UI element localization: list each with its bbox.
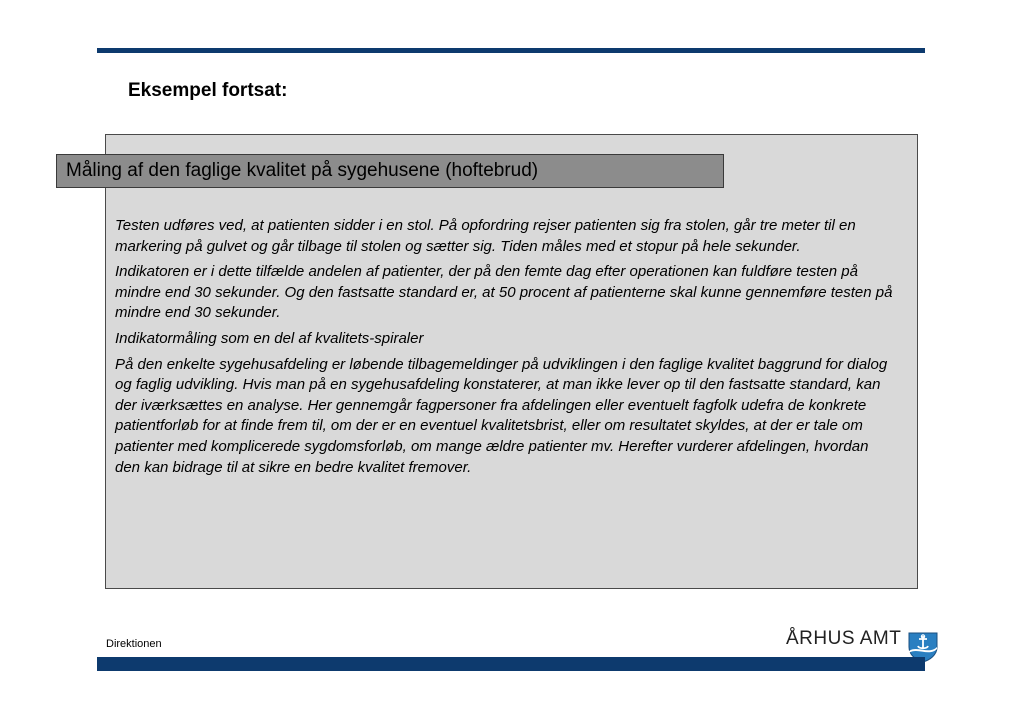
box-title: Måling af den faglige kvalitet på sygehusene (hoftebrud) <box>56 154 724 188</box>
slide-heading: Eksempel fortsat: <box>128 80 288 101</box>
paragraph: På den enkelte sygehusafdeling er løbende tilbagemeldinger på udviklingen i den faglige kvalitet baggrund for dialog og faglig udvikling. Hvis man på en sygehusafdeling konstaterer, at man ikke lever op til den fastsatte standard, kan der iværksættes en analyse. Her gennemgår fagpersoner fra afdelingen eller eventuelt fagfolk udefra de konkrete patientforløb for at finde frem til, om der er en eventuel kvalitetsbrist, eller om resultatet skyldes, at der er tale om patienter med komplicerede sygdomsforløb, om mange ældre patienter mv. Herefter vurderer afdelingen, hvordan den kan bidrage til at sikre en bedre kvalitet fremover. <box>115 355 888 476</box>
paragraph: Indikatormåling som en del af kvalitets-spiraler <box>115 329 424 347</box>
footer-label: Direktionen <box>106 638 162 650</box>
top-rule <box>97 48 925 53</box>
paragraph: Indikatoren er i dette tilfælde andelen af patienter, der på den femte dag efter operationen kan fuldføre testen på mindre end 30 sekunder. Og den fastsatte standard er, at 50 procent af patienterne skal kunne gennemføre testen på mindre end 30 sekunder. <box>115 263 893 322</box>
paragraph: Testen udføres ved, at patienten sidder i en stol. På opfordring rejser patienten sig fra stolen, går tre meter til en markering på gulvet og går tilbage til stolen og sætter sig. Tiden måles med et stopur på hele sekunder. <box>115 217 856 255</box>
logo-text: ÅRHUS AMT <box>786 628 902 649</box>
body-text <box>115 216 895 483</box>
logo <box>786 628 939 660</box>
bottom-rule <box>97 657 925 671</box>
